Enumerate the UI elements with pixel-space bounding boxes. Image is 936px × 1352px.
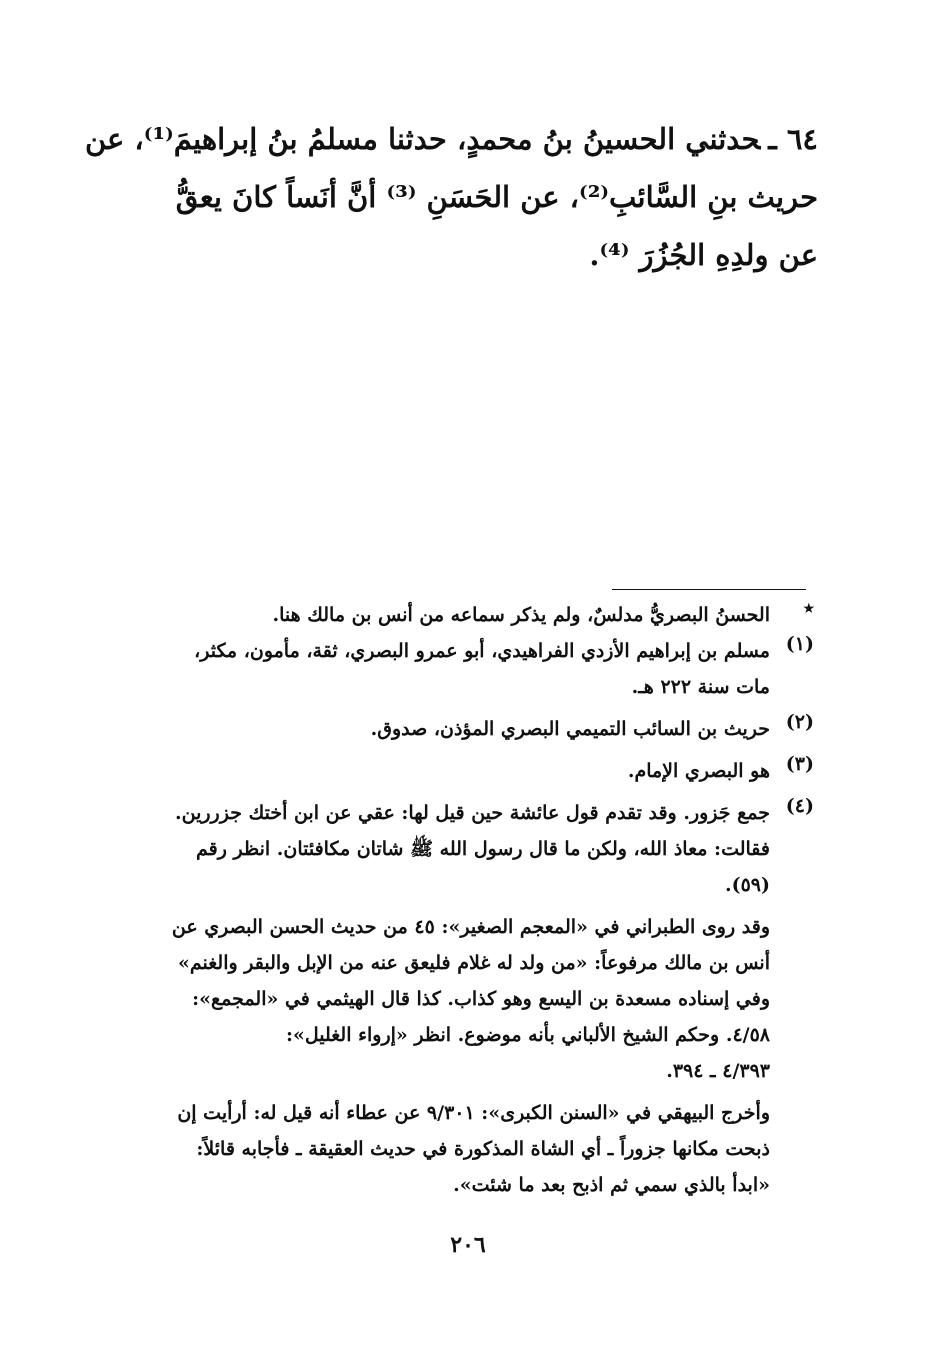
footnotes [100, 597, 818, 1203]
footnote-marker: (١) [785, 633, 814, 655]
footnote-separator [612, 589, 806, 590]
footnote-marker: (٤) [785, 795, 814, 817]
hadith-line: عن ولدِهِ الجُزُرَ ⁽⁴⁾. [589, 238, 818, 272]
hadith-number: ٦٤ ـ [768, 122, 818, 156]
hadith-text [84, 110, 818, 284]
footnote-3: (٣) هو البصري الإمام. [627, 753, 814, 782]
footnote-marker: (٣) [785, 753, 814, 775]
footnote-4-paragraph-2: وأخرج البيهقي في «السنن الكبرى»: ٩/٣٠١ عن عطاء أنه قيل له: أرأيت إن ذبحت مكانها جزوراً ـ أي الشاة المذكورة في حديث العقيقة ـ فأجابه قائلاً: «ابدأ بالذي سمي ثم اذبح بعد ما شئت». [177, 1102, 770, 1196]
footnote-4: (٤) جمع جَزور. وقد تقدم قول عائشة حين قيل لها: عقي عن ابن أختك جزررين. فقالت: معاذ الله، ولكن ما قال رسول الله ﷺ شاتان مكافئتان. انظر رقم (٥٩). [175, 795, 814, 896]
hadith-line: حريث بنِ السَّائبِ⁽²⁾، عن الحَسَنِ ⁽³⁾ أنَّ أنَساً كانَ يعقُّ [175, 180, 818, 214]
page-number: ٢٠٦ [450, 1232, 486, 1258]
footnote-2: (٢) حريث بن السائب التميمي البصري المؤذن، صدوق. [370, 711, 814, 740]
footnote-marker: (٢) [785, 711, 814, 733]
footnote-marker: ٭ [803, 597, 814, 619]
footnote-star: ٭ الحسنُ البصريُّ مدلسٌ، ولم يذكر سماعه من أنس بن مالك هنا. [272, 597, 814, 626]
footnote-1: (١) مسلم بن إبراهيم الأزدي الفراهيدي، أبو عمرو البصري، ثقة، مأمون، مكثر، مات سنة ٢٢٢ هـ. [194, 633, 814, 698]
footnote-4-paragraph-1: وقد روى الطبراني في «المعجم الصغير»: ٤٥ من حديث الحسن البصري عن أنس بن مالك مرفوعاً: «من ولد له غلام فليعق عنه من الإبل والبقر والغنم» وفي إسناده مسعدة بن اليسع وهو كذاب. كذا قال الهيثمي في «المجمع»: ٤/٥٨. وحكم الشيخ الألباني بأنه موضوع. انظر «إرواء الغليل»: ٤/٣٩٣ ـ ٣٩٤. [171, 916, 770, 1082]
hadith-line: ٦٤ ـحدثني الحسينُ بنُ محمدٍ، حدثنا مسلمُ بنُ إبراهيمَ⁽¹⁾، عن [84, 122, 818, 156]
